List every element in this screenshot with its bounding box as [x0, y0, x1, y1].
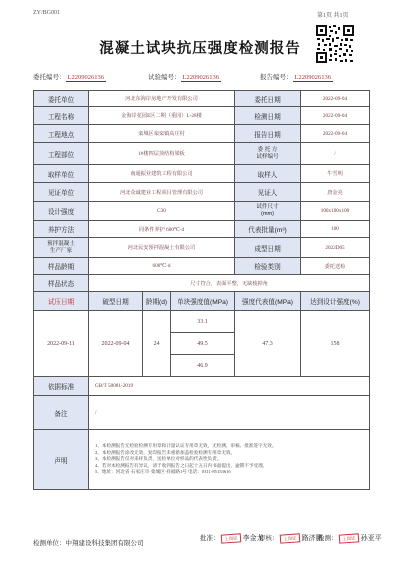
report-date-value: 2022-09-04: [301, 125, 370, 143]
pour-date-value: 2022D05: [301, 238, 370, 258]
footer-audit: [259, 533, 323, 543]
commission-number: [33, 72, 106, 82]
test-category-label: 检验类别: [235, 258, 301, 275]
witness-value: 河北众诚建业工程项目管理有限公司: [89, 183, 235, 202]
test-category-value: 委托送检: [301, 258, 370, 275]
project-label: 工程名称: [34, 107, 89, 125]
remark-label: 备注: [34, 396, 89, 430]
approve-stamp: 上岗证: [221, 533, 241, 543]
basis-label: 依据标准: [34, 377, 89, 396]
site-value: 栾城区栾栾镇高庄村: [89, 125, 235, 143]
sample-number-label: 试验编号：: [148, 74, 181, 81]
client-value: 河北东海岸房地产开发有限公司: [89, 91, 235, 107]
test-label: 检测：: [318, 535, 338, 542]
mixer-label-line1: 预拌混凝土: [47, 240, 75, 247]
statement-line: 3、本检测报告仅对来样负责，送检单位对样品的代表性负责。: [95, 456, 222, 462]
page-title: 混凝土试块抗压强度检测报告: [99, 41, 301, 57]
mixer-label: [34, 238, 89, 258]
volume-value: 100: [301, 221, 370, 238]
result-single-1: 33.1: [171, 311, 235, 333]
age-label: 样品龄期: [34, 258, 89, 275]
unit-label: 检测单位：: [33, 540, 66, 547]
statement-line: 1、本检测报告无检验检测专用章和计量认证专用章无效，无检测、审核、批准签字无效。: [95, 443, 277, 449]
result-percent: 158: [301, 311, 370, 377]
commission-number-value: L2209026136: [67, 74, 104, 81]
approve-signature: 李金龙: [242, 534, 264, 542]
sampler-value: 南通振业建筑工程有限公司: [89, 165, 235, 183]
statement-line: 2、本检测报告涂改无效，复印报告未重新加盖检验检测专用章无效。: [95, 449, 236, 455]
witness-person-value: 唐金亮: [301, 183, 370, 202]
result-rep: 47.3: [235, 311, 301, 377]
result-pour-date: 2022-09-04: [89, 311, 143, 377]
site-label: 工程地点: [34, 125, 89, 143]
cure-label: 养护方法: [34, 221, 89, 238]
statement-line: 4、若对本检测报告有异议，请于收到报告之日起十五日内书面提出，逾期不予受理。: [95, 462, 268, 468]
sampler-person-value: 牛雪明: [301, 165, 370, 183]
size-label-line2: (mm): [260, 211, 275, 217]
commission-date-value: 2022-09-04: [301, 91, 370, 107]
unit-value: 中翔建设科技集团有限公司: [65, 540, 144, 547]
volume-label: 代表批量(m³): [235, 221, 301, 238]
report-number: [260, 72, 333, 82]
result-header-pour-date: 破型日期: [89, 292, 143, 311]
part-label: 工程部位: [34, 143, 89, 165]
sampler-person-label: 取样人: [235, 165, 301, 183]
footer-test: [318, 533, 382, 543]
doc-code: ZY/BG001: [33, 10, 60, 16]
result-test-date: 2022-09-11: [34, 311, 89, 377]
page-info: 第1页 共1页: [317, 13, 349, 19]
commission-date-label: 委托日期: [235, 91, 301, 107]
test-stamp: 上岗证: [339, 533, 359, 543]
statement-line: 5、地址：河北省·石家庄市·栾城区·祥福路1号 电话：0311-85153616: [95, 469, 231, 475]
approve-label: 批准：: [200, 535, 220, 542]
commission-method-label: [235, 143, 301, 165]
commission-method-label-line1: 委 托 方: [257, 146, 278, 153]
result-age: 24: [143, 311, 171, 377]
witness-label: 见证单位: [34, 183, 89, 202]
result-single-2: 49.5: [171, 333, 235, 355]
test-date-label: 检测日期: [235, 107, 301, 125]
report-number-value: L2209026136: [294, 74, 331, 81]
size-label: [235, 202, 301, 221]
audit-stamp: 上岗证: [280, 533, 300, 543]
mixer-value: 河北民安预拌混凝土有限公司: [89, 238, 235, 258]
sample-number: [148, 72, 221, 82]
mixer-label-line2: 生产厂家: [49, 247, 73, 254]
audit-label: 审核：: [259, 535, 279, 542]
state-value: 尺寸符合，表面平整，无缺棱掉角: [89, 275, 370, 292]
result-header-test-date: 试压日期: [34, 292, 89, 311]
client-label: 委托单位: [34, 91, 89, 107]
footer-unit: [33, 538, 144, 547]
commission-number-label: 委托编号：: [33, 74, 66, 81]
result-header-age: 龄期(d): [143, 292, 171, 311]
witness-person-label: 见证人: [235, 183, 301, 202]
result-header-percent: 达到设计强度(%): [301, 292, 370, 311]
statement-label: 声明: [34, 430, 89, 490]
test-date-value: 2022-09-04: [301, 107, 370, 125]
design-strength-label: 设计强度: [34, 202, 89, 221]
pour-date-label: 成型日期: [235, 238, 301, 258]
size-value: 100x100x100: [301, 202, 370, 221]
size-label-line1: 试件尺寸: [256, 204, 279, 210]
state-label: 样品状态: [34, 275, 89, 292]
remark-value: /: [89, 396, 370, 430]
footer-approve: [200, 533, 264, 543]
commission-method-value: /: [301, 143, 370, 165]
part-value: 1#楼四层顶结构梁板: [89, 143, 235, 165]
cure-value: 同条件养护 600℃·d: [89, 221, 235, 238]
age-value: 600℃·d: [89, 258, 235, 275]
basis-value: GB/T 50081-2019: [89, 377, 370, 396]
result-single-3: 46.9: [171, 355, 235, 377]
report-table: [33, 90, 370, 490]
result-header-single: 单块强度值(MPa): [171, 292, 235, 311]
sample-number-value: L2209026136: [182, 74, 219, 81]
result-header-rep: 强度代表值(MPa): [235, 292, 301, 311]
statement-text: [89, 430, 370, 490]
report-number-label: 报告编号：: [260, 74, 293, 81]
report-date-label: 报告日期: [235, 125, 301, 143]
test-signature: 孙亚平: [360, 534, 382, 542]
sampler-label: 取样单位: [34, 165, 89, 183]
audit-signature: 路济鹏: [301, 534, 323, 542]
project-value: 金海岸花园E区二期（重园）L-28楼: [89, 107, 235, 125]
commission-method-label-line2: 试样编号: [256, 153, 279, 160]
design-strength-value: C30: [89, 202, 235, 221]
